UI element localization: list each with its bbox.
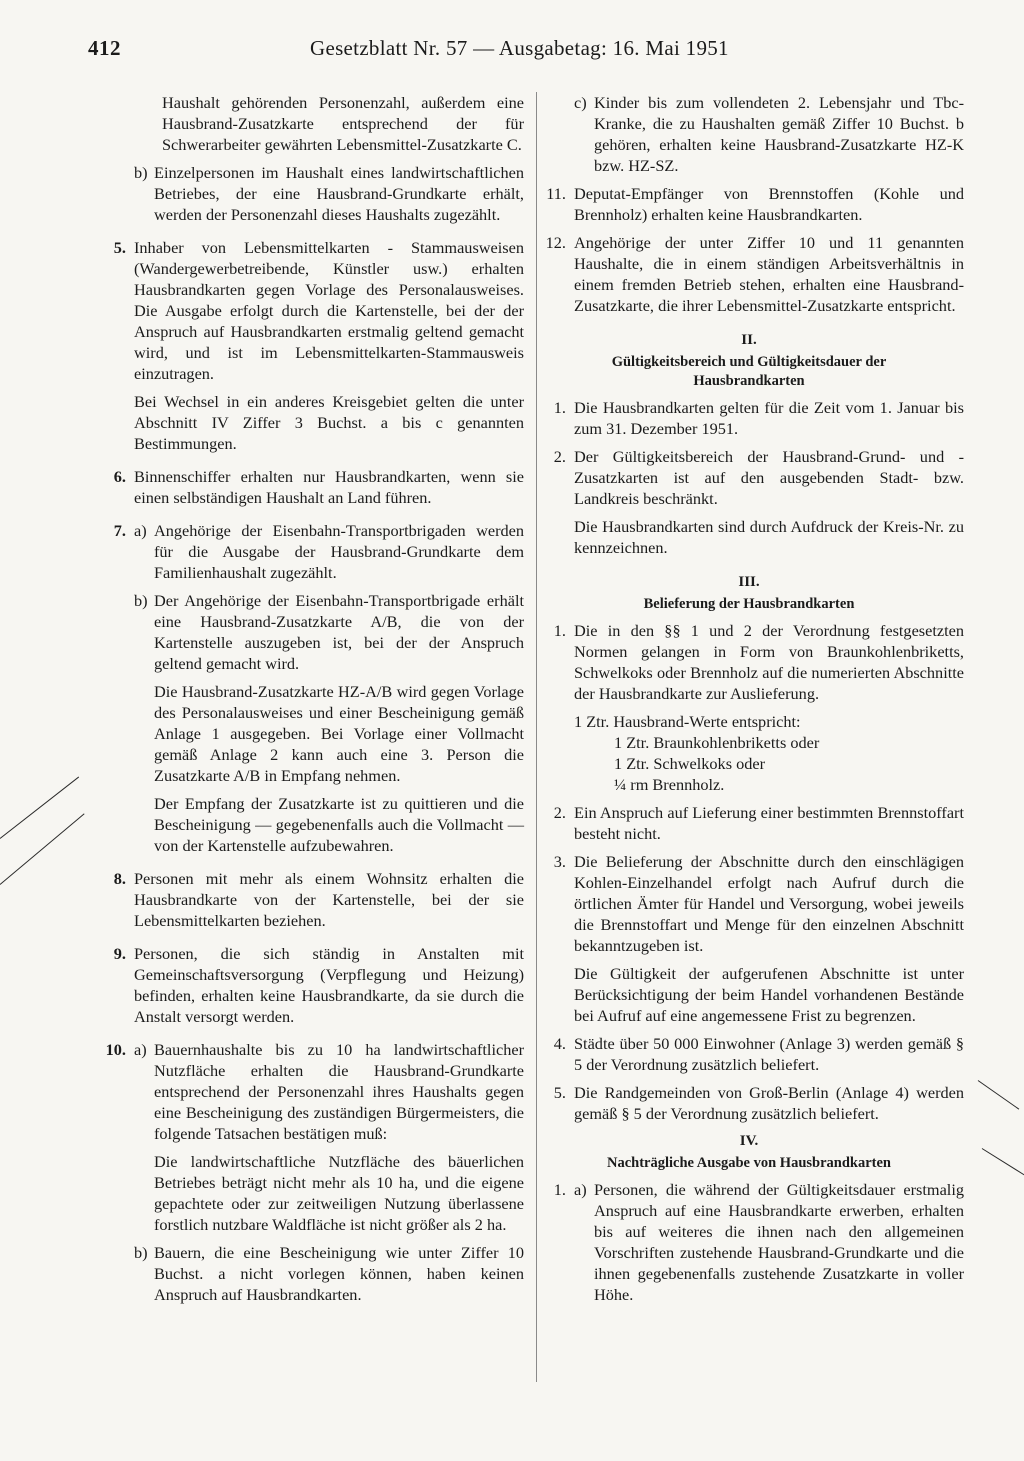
list-item-11	[534, 183, 964, 225]
item-number: 6.	[113, 467, 126, 486]
item-text: Deputat-Empfänger von Brennstoffen (Kohle und Brennholz) erhalten keine Hausbrandkarten.	[574, 184, 964, 224]
item-number: 7.	[113, 521, 126, 540]
margin-pen-stroke	[978, 1080, 1020, 1109]
item-number: 2.	[553, 447, 566, 466]
item-number: 4.	[553, 1034, 566, 1053]
item-letter: b)	[134, 591, 148, 610]
left-column	[100, 92, 524, 1312]
continued-paragraph: Haushalt gehörenden Personenzahl, außerdem eine Hausbrand-Zusatzkarte entsprechend der für Schwerarbeiter gewährten Lebensmittel-Zusatzkarte C.	[162, 93, 524, 154]
item-number: 10.	[105, 1040, 126, 1059]
item-text: Bauern, die eine Bescheinigung wie unter Ziffer 10 Buchst. a nicht vorlegen können, haben keinen Anspruch auf Hausbrandkarten.	[154, 1243, 524, 1304]
item-text: Der Gültigkeitsbereich der Hausbrand-Grund- und -Zusatzkarten ist auf den ausgebenden Stadt- bzw. Landkreis beschränkt.	[574, 447, 964, 508]
item-text: Personen mit mehr als einem Wohnsitz erhalten die Hausbrandkarte von der Kartenstelle, bei der sie Lebensmittelkarten beziehen.	[134, 869, 524, 930]
item-number: 1.	[553, 621, 566, 640]
item-text: Binnenschiffer erhalten nur Hausbrandkarten, wenn sie einen selbständigen Haushalt an Land führen.	[134, 467, 524, 507]
list-item	[534, 1082, 964, 1124]
item-text: Personen, die sich ständig in Anstalten mit Gemeinschaftsversorgung (Verpflegung und Heizung) befinden, erhalten keine Hausbrandkarte, da sie durch die Anstalt versorgt werden.	[134, 944, 524, 1026]
header-title: Gesetzblatt Nr. 57 — Ausgabetag: 16. Mai 1951	[310, 36, 729, 60]
section-number: IV.	[739, 1133, 759, 1149]
item-text: Die Belieferung der Abschnitte durch den einschlägigen Kohlen-Einzelhandel erfolgt nach Aufruf durch die örtlichen Ämter für Handel und Versorgung, wobei jeweils die Brennstoffart und Menge für den einzelnen Abschnitt bekanntzugeben ist.	[574, 852, 964, 955]
list-item-9	[100, 943, 524, 1027]
section-number: II.	[741, 332, 757, 348]
item-number: 8.	[113, 869, 126, 888]
list-item	[534, 1179, 964, 1305]
margin-pen-stroke	[982, 1148, 1024, 1175]
list-item	[534, 92, 964, 176]
list-item	[534, 446, 964, 509]
item-letter: c)	[574, 93, 587, 112]
item-letter: a)	[574, 1180, 587, 1199]
formula-line: 1 Ztr. Schwelkoks oder	[614, 754, 766, 773]
list-item-8	[100, 868, 524, 931]
item-number: 11.	[546, 184, 566, 203]
formula-line: 1 Ztr. Braunkohlenbriketts oder	[614, 733, 820, 752]
item-text: Einzelpersonen im Haushalt eines landwirtschaftlichen Betriebes, der eine Hausbrand-Grundkarte erhält, werden der Personenzahl dieses Haushalts zugezählt.	[154, 163, 524, 224]
section-title: Belieferung der Hausbrandkarten	[643, 596, 855, 612]
item-text: Angehörige der Eisenbahn-Transportbrigaden werden für die Ausgabe der Hausbrand-Grundkarte dem Familienhaushalt zugezählt.	[154, 521, 524, 582]
item-paragraph: Bei Wechsel in ein anderes Kreisgebiet gelten die unter Abschnitt IV Ziffer 3 Buchst. a bis c genannten Bestimmungen.	[134, 392, 524, 453]
item-letter: b)	[134, 163, 148, 182]
section-number: III.	[738, 574, 760, 590]
item-paragraph: Die landwirtschaftliche Nutzfläche des bäuerlichen Betriebes beträgt nicht mehr als 10 ha, und die eigene gepachtete oder zur zeitweiligen Nutzung überlassene forstlich nutzbare Waldfläche ist nicht größer als 2 ha.	[154, 1152, 524, 1234]
list-item-5	[100, 237, 524, 384]
item-text: Die Hausbrandkarten gelten für die Zeit vom 1. Januar bis zum 31. Dezember 1951.	[574, 398, 964, 438]
item-paragraph: Die Hausbrandkarten sind durch Aufdruck der Kreis-Nr. zu kennzeichnen.	[574, 517, 964, 557]
item-text: Angehörige der unter Ziffer 10 und 11 genannten Haushalte, die in einem ständigen Arbeitsverhältnis in einem fremden Betrieb stehen, erhalten eine Hausbrand-Zusatzkarte, die ihrer Lebensmittel-Zusatzkarte entspricht.	[574, 233, 964, 315]
item-text: Die in den §§ 1 und 2 der Verordnung festgesetzten Normen gelangen in Form von Braunkohlenbriketts, Schwelkoks oder Brennholz auf die numerierten Abschnitte der Hausbrandkarte zur Auslieferung.	[574, 621, 964, 703]
item-text: Personen, die während der Gültigkeitsdauer erstmalig Anspruch auf eine Hausbrandkarte erwerben, erhalten bis auf weiteres die ihnen nach den allgemeinen Vorschriften zustehende Hausbrand-Grundkarte und die ihnen gegebenenfalls zustehende Zusatzkarte in voller Höhe.	[594, 1180, 964, 1304]
list-item	[534, 802, 964, 844]
formula-intro: 1 Ztr. Hausbrand-Werte entspricht:	[574, 712, 801, 731]
item-number: 3.	[553, 852, 566, 871]
item-text: Die Randgemeinden von Groß-Berlin (Anlage 4) werden gemäß § 5 der Verordnung zusätzlich beliefert.	[574, 1083, 964, 1123]
right-column	[534, 92, 964, 1312]
list-item	[534, 851, 964, 956]
item-text: Bauernhaushalte bis zu 10 ha landwirtschaftlicher Nutzfläche erhalten die Hausbrand-Grundkarte entsprechend der Personenzahl ihres Haushalts gegen eine Bescheinigung des zuständigen Bürgermeisters, die folgende Tatsachen bestätigen muß:	[154, 1040, 524, 1143]
list-item-6	[100, 466, 524, 508]
item-paragraph: Die Hausbrand-Zusatzkarte HZ-A/B wird gegen Vorlage des Personalausweises und einer Bescheinigung gemäß Anlage 1 ausgegeben. Bei Vorlage einer Vollmacht gemäß Anlage 2 kann auch eine 3. Person die Zusatzkarte A/B in Empfang nehmen.	[154, 682, 524, 785]
list-item	[534, 397, 964, 439]
margin-pen-stroke	[0, 813, 85, 884]
item-paragraph: Die Gültigkeit der aufgerufenen Abschnitte ist unter Berücksichtigung der beim Handel vorhandenen Bestände bei Aufruf auf eine angemessene Frist zu begrenzen.	[574, 964, 964, 1025]
list-item-10	[100, 1039, 524, 1144]
margin-pen-stroke	[0, 777, 79, 839]
item-text: Städte über 50 000 Einwohner (Anlage 3) werden gemäß § 5 der Verordnung zusätzlich beliefert.	[574, 1034, 964, 1074]
list-item	[534, 620, 964, 704]
section-title: Nachträgliche Ausgabe von Hausbrandkarten	[607, 1155, 891, 1171]
item-letter: b)	[134, 1243, 148, 1262]
item-text: Der Angehörige der Eisenbahn-Transportbrigade erhält eine Hausbrand-Zusatzkarte A/B, die von der Kartenstelle auszugeben ist, bei der der Anspruch geltend gemacht wird.	[154, 591, 524, 673]
list-item-7	[100, 520, 524, 583]
item-text: Inhaber von Lebensmittelkarten - Stammausweisen (Wandergewerbetreibende, Künstler usw.) erhalten Hausbrandkarten gegen Vorlage des Personalausweises. Die Ausgabe erfolgt durch die Kartenstelle, bei der der Anspruch auf Hausbrandkarten erstmalig geltend gemacht wird, und ist im Lebensmittelkarten-Stammausweis einzutragen.	[134, 238, 524, 383]
list-item-12	[534, 232, 964, 316]
item-number: 2.	[553, 803, 566, 822]
list-item	[534, 1033, 964, 1075]
item-letter: a)	[134, 1040, 147, 1059]
item-number: 12.	[545, 233, 566, 252]
formula-lines	[534, 732, 964, 795]
section-title: Gültigkeitsbereich und Gültigkeitsdauer der Hausbrandkarten	[611, 354, 887, 389]
item-number: 1.	[553, 398, 566, 417]
item-text: Kinder bis zum vollendeten 2. Lebensjahr und Tbc-Kranke, die zu Haushalten gemäß Ziffer 10 Buchst. b gehören, erhalten keine Hausbrand-Zusatzkarte HZ-K bzw. HZ-SZ.	[594, 93, 964, 175]
list-item	[100, 590, 524, 674]
page-number: 412	[88, 36, 121, 60]
item-number: 1.	[553, 1180, 566, 1199]
item-number: 5.	[113, 238, 126, 257]
item-number: 5.	[553, 1083, 566, 1102]
list-item	[100, 162, 524, 225]
page-header	[88, 36, 948, 72]
item-paragraph: Der Empfang der Zusatzkarte ist zu quittieren und die Bescheinigung — gegebenenfalls auch die Vollmacht — von der Kartenstelle aufzubewahren.	[154, 794, 524, 855]
item-letter: a)	[134, 521, 147, 540]
list-item	[100, 1242, 524, 1305]
formula-line: ¼ rm Brennholz.	[614, 775, 725, 794]
item-number: 9.	[113, 944, 126, 963]
item-text: Ein Anspruch auf Lieferung einer bestimmten Brennstoffart besteht nicht.	[574, 803, 964, 843]
